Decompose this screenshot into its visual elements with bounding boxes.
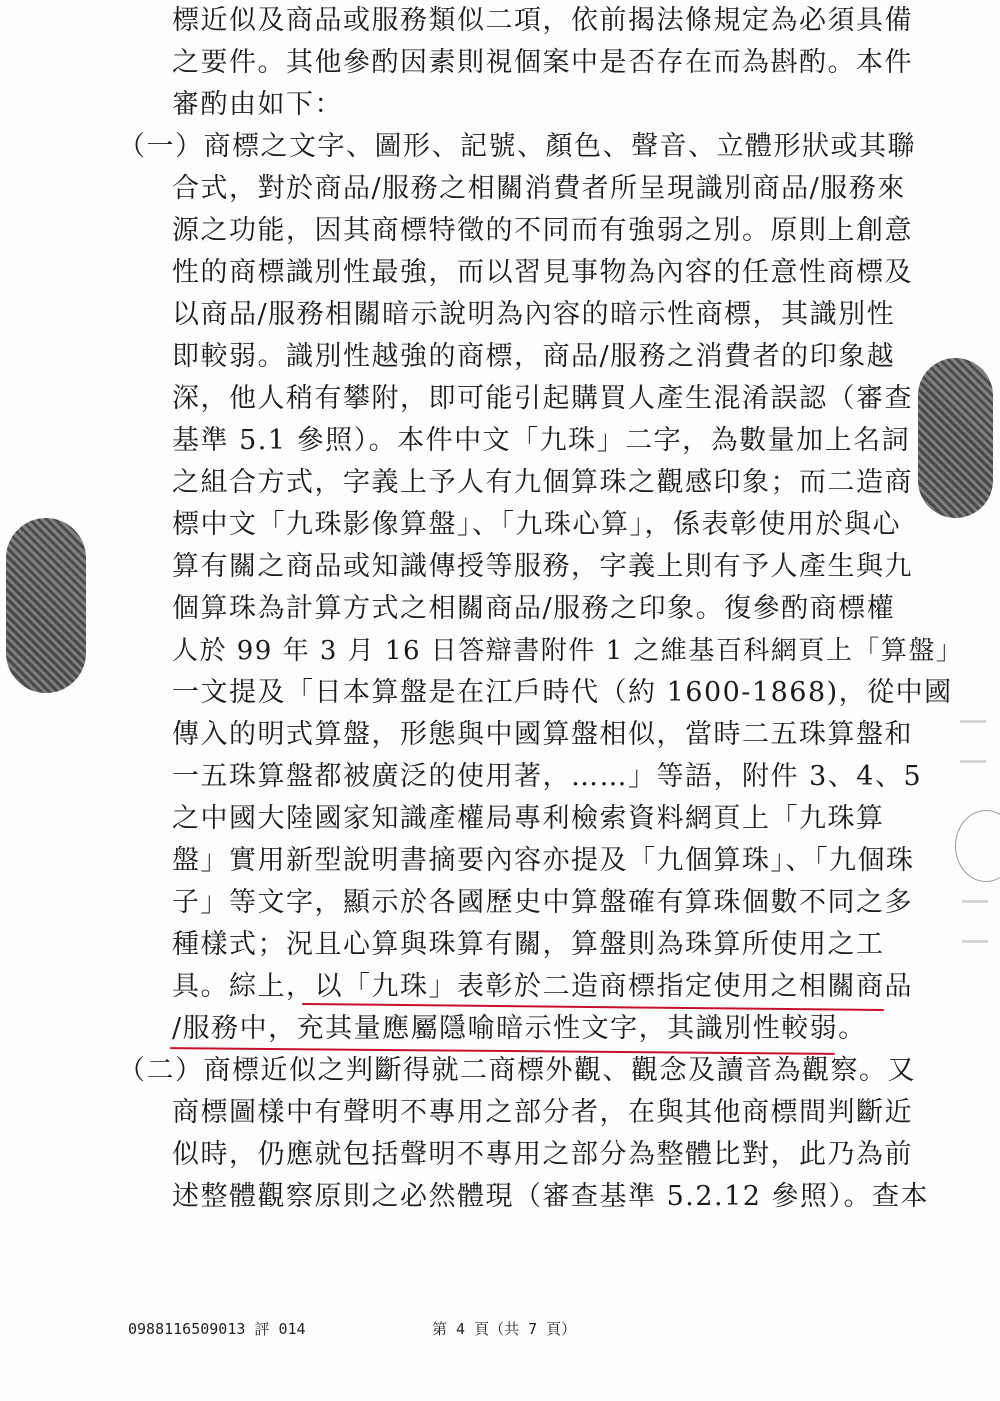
text-line-14: 算有關之商品或知識傳授等服務，字義上則有予人產生與九 <box>172 551 913 582</box>
text-line-9: 即較弱。識別性越強的商標，商品/服務之消費者的印象越 <box>172 341 896 372</box>
text-line-15: 個算珠為計算方式之相關商品/服務之印象。復參酌商標權 <box>172 593 896 624</box>
bleed-mark <box>962 900 988 903</box>
text-line-22: 子」等文字，顯示於各國歷史中算盤確有算珠個數不同之多 <box>172 887 913 918</box>
text-line-24: 具。綜上，以「九珠」表彰於二造商標指定使用之相關商品 <box>172 971 913 1002</box>
document-code: 0988116509013 評 014 <box>128 1320 306 1338</box>
text-line-1: 標近似及商品或服務類似二項，依前揭法條規定為必須具備 <box>172 5 913 36</box>
text-line-21: 盤」實用新型說明書摘要內容亦提及「九個算珠」、「九個珠 <box>172 845 915 876</box>
bleed-mark <box>960 760 986 763</box>
punch-hole <box>955 810 1000 882</box>
text-line-23: 種樣式；況且心算與珠算有關，算盤則為珠算所使用之工 <box>172 929 885 960</box>
section-two-heading-line: （二）商標近似之判斷得就二商標外觀、觀念及讀音為觀察。又 <box>118 1055 916 1086</box>
text-line-12: 之組合方式，字義上予人有九個算珠之觀感印象；而二造商 <box>172 467 913 498</box>
text-line-5: 合式，對於商品/服務之相關消費者所呈現識別商品/服務來 <box>172 173 906 204</box>
text-line-16: 人於 99 年 3 月 16 日答辯書附件 1 之維基百科網頁上「算盤」 <box>172 636 964 666</box>
red-underline-1 <box>302 1003 884 1011</box>
text-line-11: 基準 5.1 參照）。本件中文「九珠」二字，為數量加上名詞 <box>172 425 911 456</box>
text-line-10: 深，他人稍有攀附，即可能引起購買人產生混淆誤認（審查 <box>172 383 913 414</box>
text-line-6: 源之功能，因其商標特徵的不同而有強弱之別。原則上創意 <box>172 215 913 246</box>
text-line-7: 性的商標識別性最強，而以習見事物為內容的任意性商標及 <box>172 257 913 288</box>
text-line-20: 之中國大陸國家知識產權局專利檢索資料網頁上「九珠算 <box>172 803 885 834</box>
text-line-19: 一五珠算盤都被廣泛的使用著，……」等語，附件 3、4、5 <box>172 761 923 792</box>
bleed-mark <box>962 940 988 943</box>
text-line-3: 審酌由如下： <box>172 89 343 120</box>
bleed-mark <box>960 720 986 723</box>
text-line-25: /服務中，充其量應屬隱喻暗示性文字，其識別性較弱。 <box>172 1013 867 1044</box>
text-line-2: 之要件。其他參酌因素則視個案中是否存在而為斟酌。本件 <box>172 47 913 78</box>
text-line-13: 標中文「九珠影像算盤」、「九珠心算」，係表彰使用於與心 <box>172 509 901 540</box>
section-one-heading-line: （一）商標之文字、圖形、記號、顏色、聲音、立體形狀或其聯 <box>118 131 916 162</box>
right-seal-stamp <box>918 358 993 518</box>
left-seal-stamp <box>6 518 86 693</box>
text-line-17: 一文提及「日本算盤是在江戶時代（約 1600-1868)，從中國 <box>172 677 953 708</box>
text-line-18: 傳入的明式算盤，形態與中國算盤相似，當時二五珠算盤和 <box>172 719 913 750</box>
text-line-29: 述整體觀察原則之必然體現（審查基準 5.2.12 參照）。查本 <box>172 1181 930 1212</box>
text-line-27: 商標圖樣中有聲明不專用之部分者，在與其他商標間判斷近 <box>172 1097 913 1128</box>
text-line-28: 似時，仍應就包括聲明不專用之部分為整體比對，此乃為前 <box>172 1139 913 1170</box>
text-line-8: 以商品/服務相關暗示說明為內容的暗示性商標，其識別性 <box>172 299 896 330</box>
page-number: 第 4 頁（共 7 頁） <box>432 1320 577 1338</box>
